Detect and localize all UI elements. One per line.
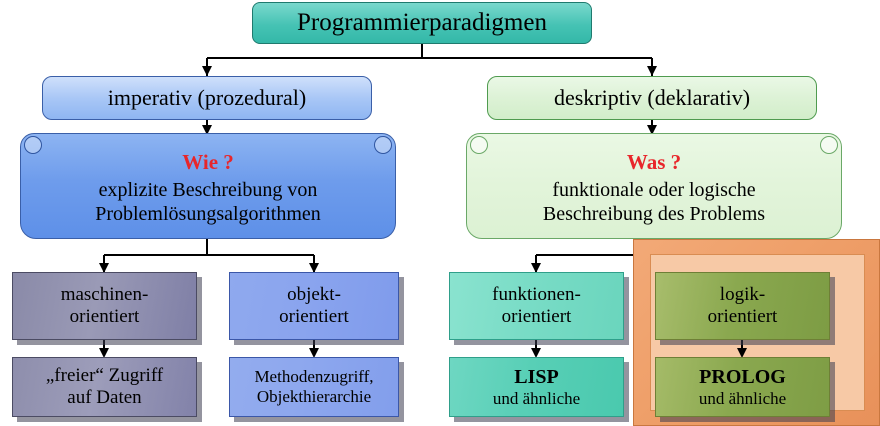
scroll-descriptive-question: Was ? (626, 149, 682, 174)
node-object-oriented-line1: objekt- (287, 284, 341, 306)
node-prolog-subtitle: und ähnliche (698, 388, 787, 408)
node-root-label: Programmierparadigmen (297, 9, 547, 36)
scroll-descriptive-line2: Beschreibung des Problems (542, 203, 766, 225)
node-prolog (655, 357, 830, 417)
node-machine-oriented-line2: orientiert (69, 306, 140, 327)
node-imperative-label: imperativ (prozedural) (107, 84, 307, 110)
node-machine-oriented (12, 272, 197, 340)
scroll-imperative-line2: Problemlösungsalgorithmen (95, 203, 321, 225)
node-logic-oriented-line1: logik- (719, 284, 766, 306)
node-descriptive (487, 76, 817, 120)
node-descriptive-label: deskriptiv (deklarativ) (553, 84, 751, 110)
node-method-access-line1: Methodenzugriff, (254, 367, 374, 387)
node-method-access (229, 357, 399, 417)
node-lisp-subtitle: und ähnliche (492, 388, 581, 408)
node-object-oriented-line2: orientiert (279, 306, 349, 327)
node-imperative (42, 76, 372, 120)
node-function-oriented-line1: funktionen- (492, 284, 581, 306)
node-lisp (449, 357, 624, 417)
node-free-access-line1: „freier“ Zugriff (45, 365, 164, 387)
node-function-oriented (449, 272, 624, 340)
scroll-imperative-line1: explizite Beschreibung von (98, 178, 318, 201)
node-logic-oriented-line2: orientiert (707, 306, 778, 327)
node-free-access (12, 357, 197, 417)
scroll-imperative (20, 133, 396, 239)
node-machine-oriented-line1: maschinen- (60, 284, 149, 306)
scroll-descriptive (466, 133, 842, 239)
node-function-oriented-line2: orientiert (501, 306, 572, 327)
node-object-oriented (229, 272, 399, 340)
node-lisp-title: LISP (514, 365, 559, 388)
scroll-imperative-question: Wie ? (182, 149, 234, 174)
node-method-access-line2: Objekthierarchie (256, 387, 372, 406)
node-root (252, 2, 592, 44)
scroll-descriptive-line1: funktionale oder logische (552, 178, 756, 201)
node-logic-oriented (655, 272, 830, 340)
node-prolog-title: PROLOG (699, 365, 786, 388)
node-free-access-line2: auf Daten (67, 387, 142, 408)
